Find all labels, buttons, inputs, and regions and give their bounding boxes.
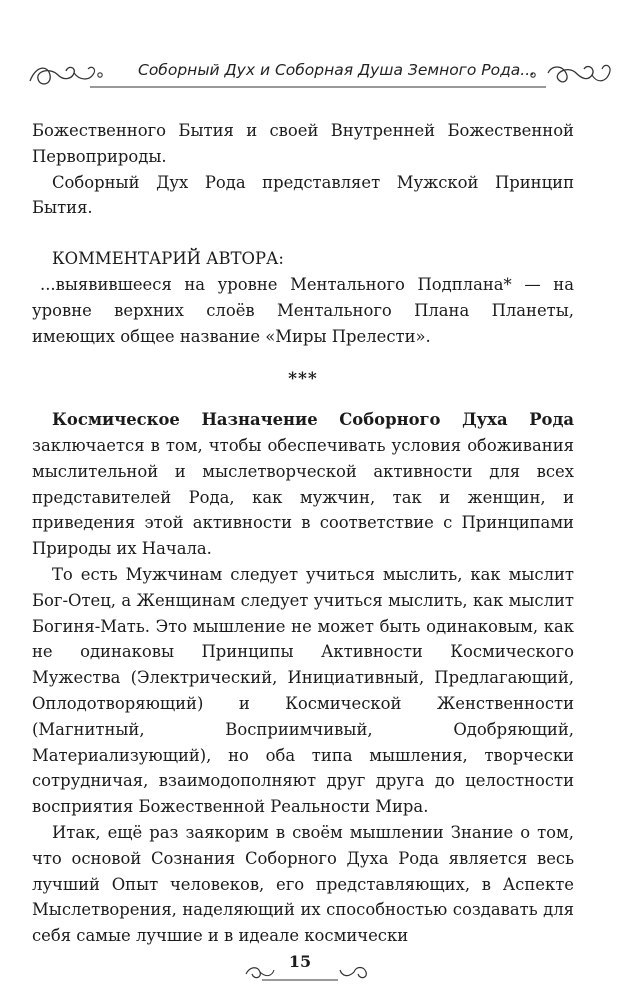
comment-text: ...выявившееся на уровне Ментального Подплана* — на уровне верхних слоёв Ментального Плана Планеты, имеющих общее название «Миры Прелести». [32, 274, 574, 346]
running-header [28, 55, 613, 95]
paragraph-continuation: Божественного Бытия и своей Внутренней Божественной Первоприроды. [32, 121, 574, 166]
paragraph-cosmic-purpose [32, 407, 574, 562]
comment-label: КОММЕНТАРИЙ АВТОРА: [52, 249, 284, 269]
paragraph-text: заключается в том, чтобы обеспечивать условия обоживания мыслительной и мыслетворческой активности для всех представителей Рода, как мужчин, так и женщин, и приведения этой активности в соответствие с Принципами Природы их Начала. [32, 435, 574, 559]
page-body [32, 118, 574, 949]
page-footer [240, 948, 400, 988]
section-separator: *** [288, 369, 318, 390]
paragraph: Итак, ещё раз заякорим в своём мышлении Знание о том, что основой Сознания Соборного Духа Рода является весь лучший Опыт человеков, его представляющих, в Аспекте Мыслетворения, наделяющий их способностью создавать для себя самые лучшие и в идеале космически [32, 822, 574, 946]
bold-phrase: Космическое Назначение Соборного Духа Рода [52, 410, 574, 430]
header-title: Соборный Дух и Соборная Душа Земного Рода... [138, 61, 536, 79]
paragraph: Соборный Дух Рода представляет Мужской Принцип Бытия. [32, 172, 574, 218]
paragraph: То есть Мужчинам следует учиться мыслить, как мыслит Бог-Отец, а Женщинам следует учиться мыслить, как мыслит Богиня-Мать. Это мышление не может быть одинаковым, как не одинаковы Принципы Активности Космического Мужества (Электрический, Инициативный, Предлагающий, Оплодотворяющий) и Космической Женственности (Магнитный, Восприимчивый, Одобряющий, Материализующий), но оба типа мышления, творчески сотрудничая, взаимодополняют друг друга до целостности восприятия Божественной Реальности Мира. [32, 564, 574, 817]
page-number: 15 [288, 952, 312, 971]
